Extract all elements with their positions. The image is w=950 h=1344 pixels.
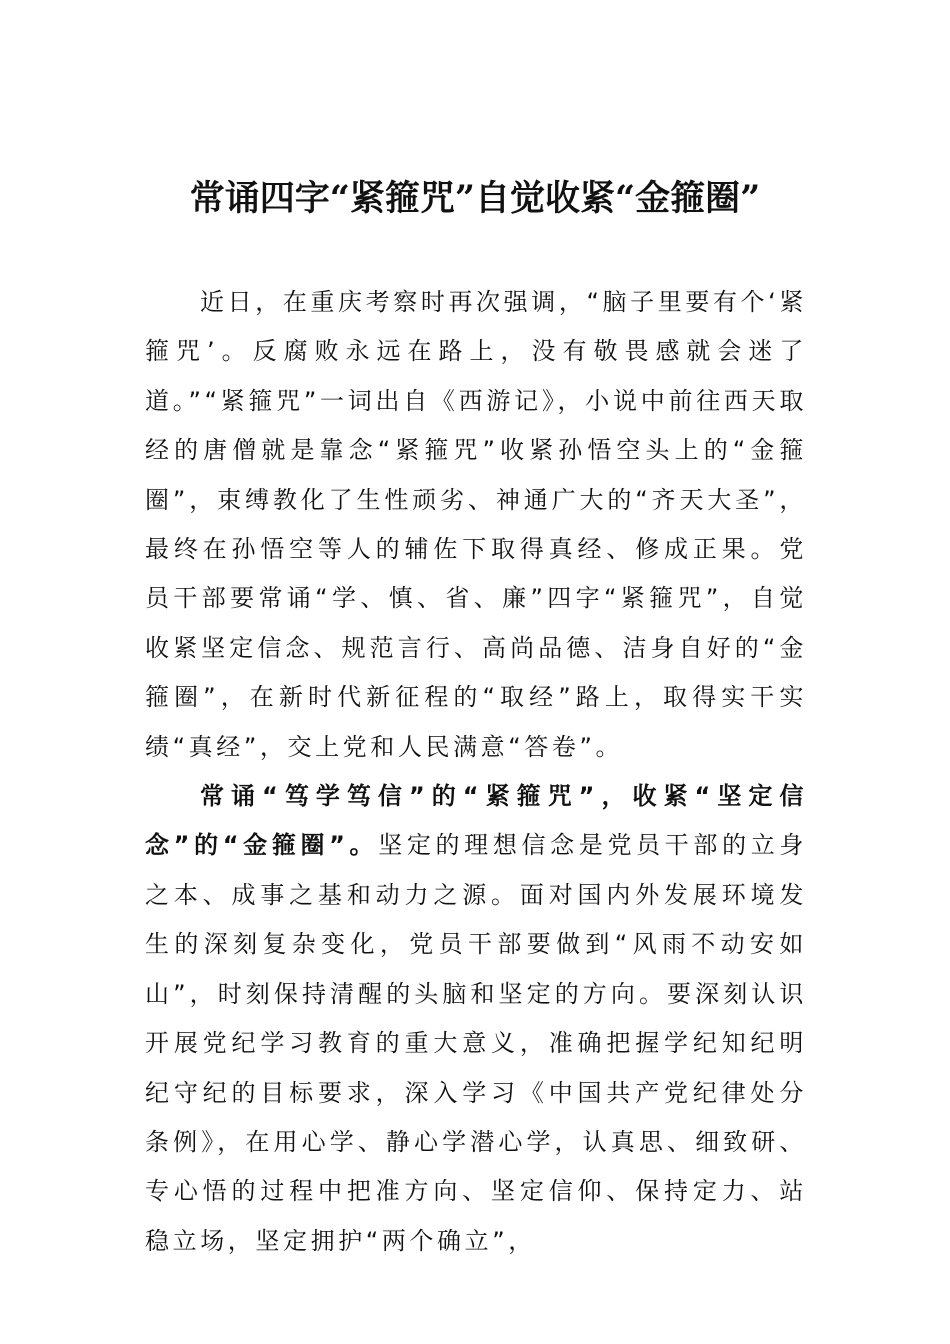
paragraph-2-text: 坚定的理想信念是党员干部的立身之本、成事之基和动力之源。面对国内外发展环境发生的深刻复杂变化，党员干部要做到“风雨不动安如山”，时刻保持清醒的头脑和坚定的方向。要深刻认识开展党纪学习教育的重大意义，准确把握学纪知纪明纪守纪的目标要求，深入学习《中国共产党纪律处分条例》，在用心学、静心学潜心学，认真思、细致研、专心悟的过程中把准方向、坚定信仰、保持定力、站稳立场，坚定拥护“两个确立”， bbox=[145, 831, 807, 1255]
document-title: 常诵四字“紧箍咒”自觉收紧“金箍圈” bbox=[189, 178, 761, 219]
paragraph-1 bbox=[145, 278, 807, 772]
document-body bbox=[145, 278, 807, 1266]
paragraph-2 bbox=[145, 772, 807, 1266]
paragraph-2-lead: 常诵“笃学笃信”的“紧箍咒”，收紧“坚定信念”的“金箍圈”。 bbox=[145, 782, 807, 860]
paragraph-1-text: 近日，在重庆考察时再次强调，“脑子里要有个‘紧箍咒’。反腐败永远在路上，没有敬畏感就会迷了道。”“紧箍咒”一词出自《西游记》，小说中前往西天取经的唐僧就是靠念“紧箍咒”收紧孙悟空头上的“金箍圈”，束缚教化了生性顽劣、神通广大的“齐天大圣”，最终在孙悟空等人的辅佐下取得真经、修成正果。党员干部要常诵“学、慎、省、廉”四字“紧箍咒”，自觉收紧坚定信念、规范言行、高尚品德、洁身自好的“金箍圈”，在新时代新征程的“取经”路上，取得实干实绩“真经”，交上党和人民满意“答卷”。 bbox=[145, 288, 807, 761]
